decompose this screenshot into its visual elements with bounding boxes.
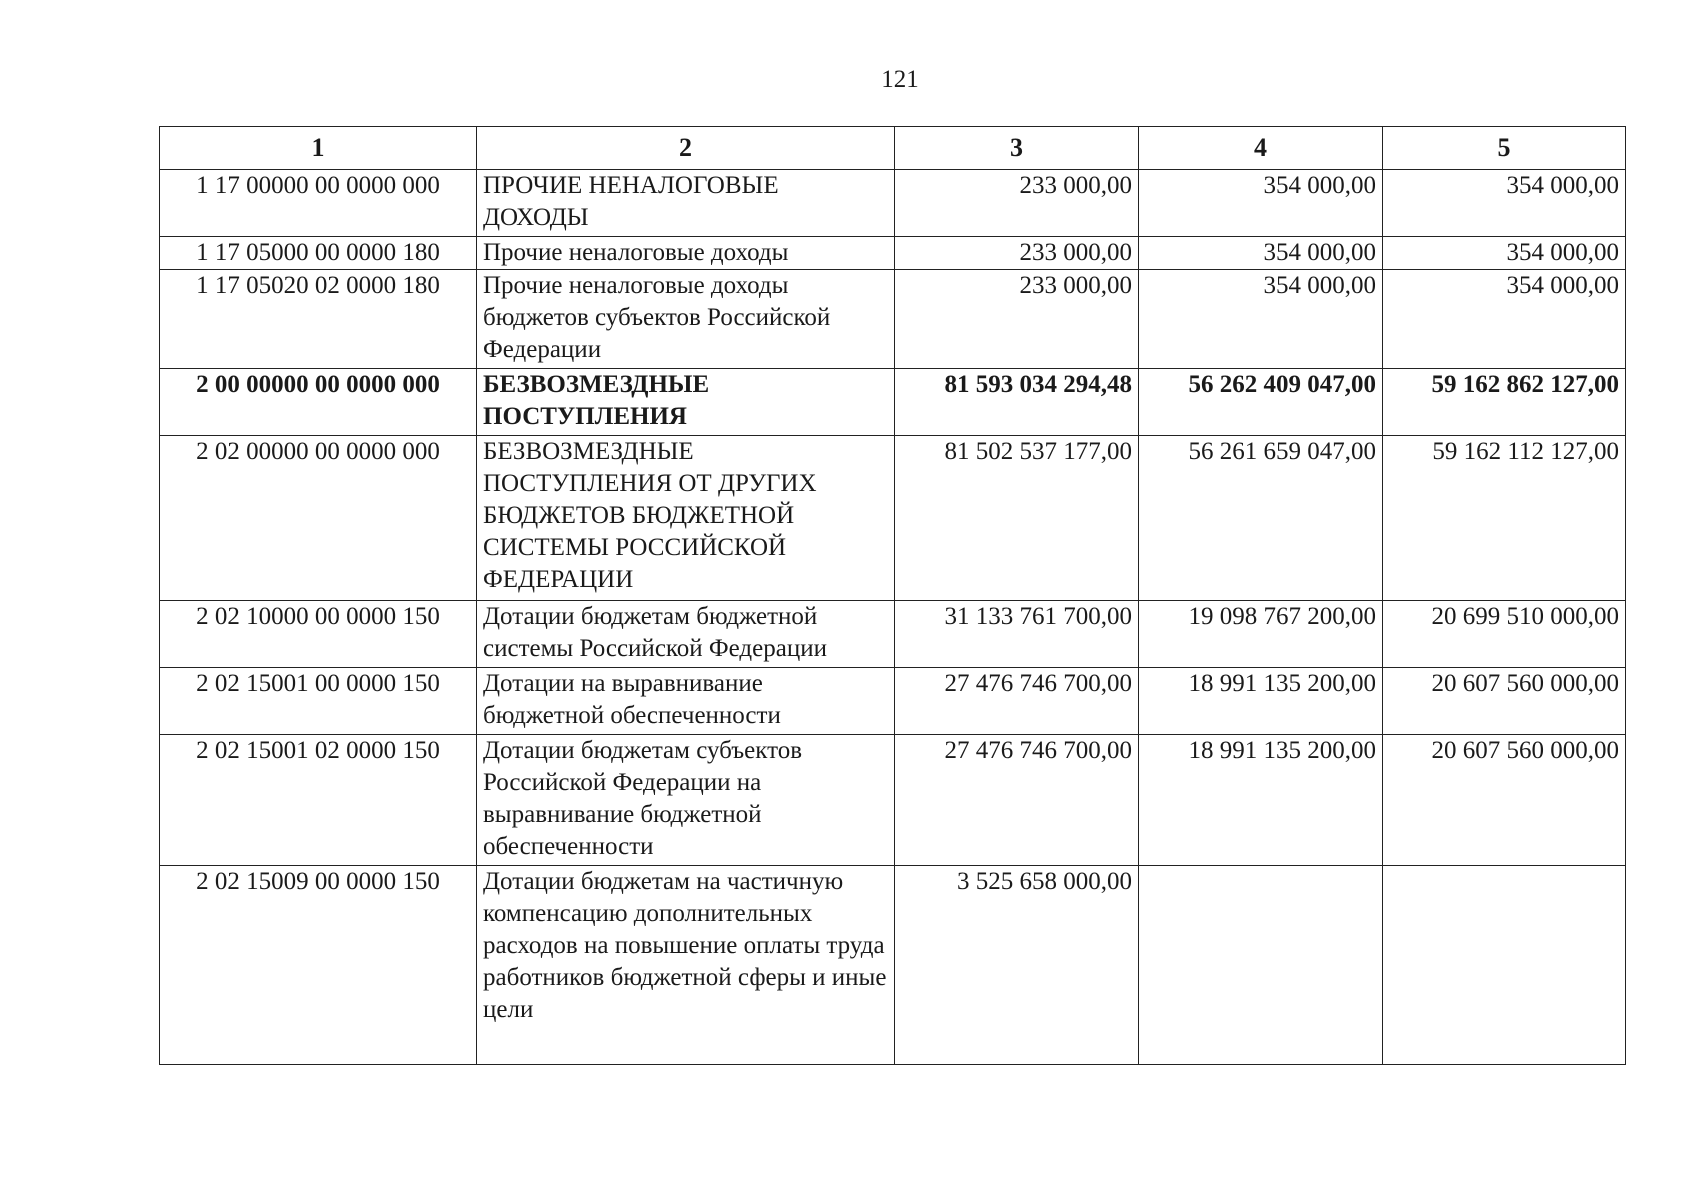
budget-code: 2 02 15001 00 0000 150 [160, 668, 477, 735]
revenue-name: Дотации бюджетам субъектов Российской Федерации на выравнивание бюджетной обеспеченности [477, 735, 895, 866]
amount-col-3: 3 525 658 000,00 [895, 866, 1139, 1065]
column-header-3: 3 [895, 127, 1139, 170]
table-row [160, 170, 1626, 237]
amount-col-4: 18 991 135 200,00 [1139, 735, 1383, 866]
amount-col-5: 59 162 112 127,00 [1383, 436, 1626, 601]
column-header-4: 4 [1139, 127, 1383, 170]
revenue-name: Прочие неналоговые доходы [477, 237, 895, 270]
amount-col-3: 81 593 034 294,48 [895, 369, 1139, 436]
revenue-name: БЕЗВОЗМЕЗДНЫЕ ПОСТУПЛЕНИЯ ОТ ДРУГИХ БЮДЖЕТОВ БЮДЖЕТНОЙ СИСТЕМЫ РОССИЙСКОЙ ФЕДЕРАЦИИ [477, 436, 895, 601]
amount-col-3: 27 476 746 700,00 [895, 735, 1139, 866]
amount-col-3: 81 502 537 177,00 [895, 436, 1139, 601]
revenue-name: ПРОЧИЕ НЕНАЛОГОВЫЕ ДОХОДЫ [477, 170, 895, 237]
amount-col-5 [1383, 866, 1626, 1065]
table-row [160, 436, 1626, 601]
table-row [160, 237, 1626, 270]
table-row [160, 270, 1626, 369]
table-row [160, 601, 1626, 668]
amount-col-5: 354 000,00 [1383, 270, 1626, 369]
page-number: 121 [881, 66, 919, 93]
revenue-name: Прочие неналоговые доходы бюджетов субъектов Российской Федерации [477, 270, 895, 369]
table-header-row [160, 127, 1626, 170]
revenue-name: Дотации бюджетам на частичную компенсацию дополнительных расходов на повышение оплаты труда работников бюджетной сферы и иные цели [477, 866, 895, 1065]
amount-col-4: 19 098 767 200,00 [1139, 601, 1383, 668]
amount-col-4 [1139, 866, 1383, 1065]
amount-col-4: 354 000,00 [1139, 270, 1383, 369]
amount-col-5: 354 000,00 [1383, 237, 1626, 270]
amount-col-4: 354 000,00 [1139, 170, 1383, 237]
budget-code: 1 17 05000 00 0000 180 [160, 237, 477, 270]
amount-col-5: 354 000,00 [1383, 170, 1626, 237]
amount-col-4: 56 262 409 047,00 [1139, 369, 1383, 436]
budget-code: 2 02 15001 02 0000 150 [160, 735, 477, 866]
revenue-name: Дотации бюджетам бюджетной системы Российской Федерации [477, 601, 895, 668]
budget-revenue-table [159, 126, 1626, 1065]
revenue-name: Дотации на выравнивание бюджетной обеспеченности [477, 668, 895, 735]
amount-col-3: 31 133 761 700,00 [895, 601, 1139, 668]
revenue-name: БЕЗВОЗМЕЗДНЫЕ ПОСТУПЛЕНИЯ [477, 369, 895, 436]
amount-col-5: 20 607 560 000,00 [1383, 668, 1626, 735]
column-header-5: 5 [1383, 127, 1626, 170]
table-row [160, 369, 1626, 436]
amount-col-3: 27 476 746 700,00 [895, 668, 1139, 735]
amount-col-5: 20 607 560 000,00 [1383, 735, 1626, 866]
amount-col-4: 354 000,00 [1139, 237, 1383, 270]
column-header-2: 2 [477, 127, 895, 170]
amount-col-3: 233 000,00 [895, 170, 1139, 237]
table-row [160, 866, 1626, 1065]
amount-col-5: 59 162 862 127,00 [1383, 369, 1626, 436]
table-row [160, 668, 1626, 735]
table-row [160, 735, 1626, 866]
amount-col-4: 56 261 659 047,00 [1139, 436, 1383, 601]
amount-col-4: 18 991 135 200,00 [1139, 668, 1383, 735]
column-header-1: 1 [160, 127, 477, 170]
amount-col-3: 233 000,00 [895, 237, 1139, 270]
budget-code: 1 17 05020 02 0000 180 [160, 270, 477, 369]
budget-code: 2 02 00000 00 0000 000 [160, 436, 477, 601]
budget-code: 1 17 00000 00 0000 000 [160, 170, 477, 237]
amount-col-3: 233 000,00 [895, 270, 1139, 369]
amount-col-5: 20 699 510 000,00 [1383, 601, 1626, 668]
budget-code: 2 02 15009 00 0000 150 [160, 866, 477, 1065]
budget-code: 2 00 00000 00 0000 000 [160, 369, 477, 436]
budget-code: 2 02 10000 00 0000 150 [160, 601, 477, 668]
